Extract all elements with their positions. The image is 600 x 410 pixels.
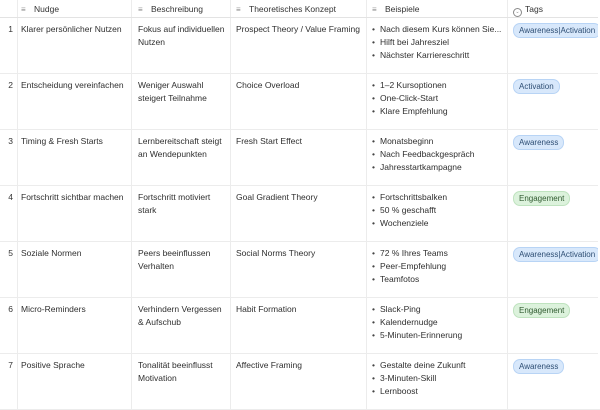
beispiel-item: • Nach diesem Kurs können Sie...	[372, 23, 503, 36]
cell-beschreibung[interactable]: Weniger Auswahl steigert Teilnahme	[132, 74, 231, 129]
row-index: 6	[0, 298, 18, 353]
cell-tags[interactable]	[508, 186, 600, 241]
cell-konzept[interactable]: Social Norms Theory	[231, 242, 367, 297]
cell-beispiele[interactable]	[367, 130, 508, 185]
cell-konzept[interactable]: Choice Overload	[231, 74, 367, 129]
beispiel-item: • Jahresstartkampagne	[372, 161, 503, 174]
beispiel-item: • Lernboost	[372, 385, 503, 398]
cell-nudge[interactable]: Entscheidung vereinfachen	[18, 74, 132, 129]
column-header-label: Nudge	[34, 4, 60, 14]
table-row[interactable]	[0, 242, 600, 298]
cell-nudge[interactable]: Fortschritt sichtbar machen	[18, 186, 132, 241]
cell-nudge[interactable]: Soziale Normen	[18, 242, 132, 297]
tag-badge[interactable]: Engagement	[513, 303, 570, 318]
beispiel-item: • Teamfotos	[372, 273, 503, 286]
tag-badge[interactable]: Engagement	[513, 191, 570, 206]
beispiele-list	[372, 303, 503, 342]
row-index: 4	[0, 186, 18, 241]
cell-beispiele[interactable]	[367, 74, 508, 129]
cell-nudge[interactable]: Positive Sprache	[18, 354, 132, 409]
cell-nudge[interactable]: Klarer persönlicher Nutzen	[18, 18, 132, 73]
cell-beschreibung[interactable]: Peers beeinflussen Verhalten	[132, 242, 231, 297]
cell-beispiele[interactable]	[367, 354, 508, 409]
beispiel-item: • Wochenziele	[372, 217, 503, 230]
column-header-label: Tags	[525, 4, 543, 14]
text-lines-icon: ≡	[236, 5, 241, 14]
beispiele-list	[372, 247, 503, 286]
cell-beschreibung[interactable]: Tonalität beeinflusst Motivation	[132, 354, 231, 409]
cell-beschreibung[interactable]: Fortschritt motiviert stark	[132, 186, 231, 241]
cell-beispiele[interactable]	[367, 18, 508, 73]
column-header-beispiele[interactable]	[367, 0, 508, 17]
beispiel-item: • Monatsbeginn	[372, 135, 503, 148]
cell-beispiele[interactable]	[367, 298, 508, 353]
index-header	[0, 0, 18, 17]
beispiele-list	[372, 359, 503, 398]
beispiel-item: • Klare Empfehlung	[372, 105, 503, 118]
tag-circle-icon: ⌄	[513, 8, 522, 17]
beispiel-item: • 5-Minuten-Erinnerung	[372, 329, 503, 342]
column-header-konzept[interactable]	[231, 0, 367, 17]
beispiel-item: • 50 % geschafft	[372, 204, 503, 217]
tag-badge[interactable]: Awareness	[513, 359, 564, 374]
row-index: 1	[0, 18, 18, 73]
beispiele-list	[372, 23, 503, 62]
row-index: 7	[0, 354, 18, 409]
column-header-tags[interactable]	[508, 0, 600, 17]
column-header-nudge[interactable]	[18, 0, 132, 17]
beispiel-item: • Gestalte deine Zukunft	[372, 359, 503, 372]
table-row[interactable]	[0, 130, 600, 186]
cell-tags[interactable]	[508, 354, 600, 409]
tag-badge[interactable]: Awareness|Activation	[513, 247, 600, 262]
table-row[interactable]	[0, 354, 600, 410]
cell-beschreibung[interactable]: Fokus auf individuellen Nutzen	[132, 18, 231, 73]
table-header-row	[0, 0, 600, 18]
row-index: 3	[0, 130, 18, 185]
table-row[interactable]	[0, 298, 600, 354]
beispiele-list	[372, 135, 503, 174]
cell-konzept[interactable]: Affective Framing	[231, 354, 367, 409]
cell-beschreibung[interactable]: Verhindern Vergessen & Aufschub	[132, 298, 231, 353]
beispiel-item: • 1–2 Kursoptionen	[372, 79, 503, 92]
beispiel-item: • Peer-Empfehlung	[372, 260, 503, 273]
cell-nudge[interactable]: Timing & Fresh Starts	[18, 130, 132, 185]
column-header-beschreibung[interactable]	[132, 0, 231, 17]
cell-tags[interactable]	[508, 18, 600, 73]
table-row[interactable]	[0, 186, 600, 242]
column-header-label: Theoretisches Konzept	[249, 4, 336, 14]
tag-badge[interactable]: Awareness|Activation	[513, 23, 600, 38]
beispiel-item: • Slack-Ping	[372, 303, 503, 316]
cell-beispiele[interactable]	[367, 186, 508, 241]
text-lines-icon: ≡	[138, 5, 143, 14]
cell-tags[interactable]	[508, 74, 600, 129]
text-lines-icon: ≡	[372, 5, 377, 14]
cell-konzept[interactable]: Goal Gradient Theory	[231, 186, 367, 241]
beispiel-item: • 72 % Ihres Teams	[372, 247, 503, 260]
cell-konzept[interactable]: Prospect Theory / Value Framing	[231, 18, 367, 73]
cell-tags[interactable]	[508, 242, 600, 297]
cell-nudge[interactable]: Micro-Reminders	[18, 298, 132, 353]
row-index: 2	[0, 74, 18, 129]
beispiele-list	[372, 79, 503, 118]
beispiel-item: • Kalendernudge	[372, 316, 503, 329]
cell-beispiele[interactable]	[367, 242, 508, 297]
beispiel-item: • Nach Feedbackgespräch	[372, 148, 503, 161]
beispiel-item: • One-Click-Start	[372, 92, 503, 105]
beispiele-list	[372, 191, 503, 230]
table-row[interactable]	[0, 18, 600, 74]
column-header-label: Beschreibung	[151, 4, 203, 14]
table-row[interactable]	[0, 74, 600, 130]
table-body	[0, 18, 600, 410]
column-header-label: Beispiele	[385, 4, 420, 14]
tag-badge[interactable]: Awareness	[513, 135, 564, 150]
cell-konzept[interactable]: Fresh Start Effect	[231, 130, 367, 185]
beispiel-item: • 3-Minuten-Skill	[372, 372, 503, 385]
row-index: 5	[0, 242, 18, 297]
text-lines-icon: ≡	[21, 5, 26, 14]
beispiel-item: • Nächster Karriereschritt	[372, 49, 503, 62]
beispiel-item: • Fortschrittsbalken	[372, 191, 503, 204]
beispiel-item: • Hilft bei Jahresziel	[372, 36, 503, 49]
cell-tags[interactable]	[508, 298, 600, 353]
cell-tags[interactable]	[508, 130, 600, 185]
cell-konzept[interactable]: Habit Formation	[231, 298, 367, 353]
cell-beschreibung[interactable]: Lernbereitschaft steigt an Wendepunkten	[132, 130, 231, 185]
tag-badge[interactable]: Activation	[513, 79, 560, 94]
